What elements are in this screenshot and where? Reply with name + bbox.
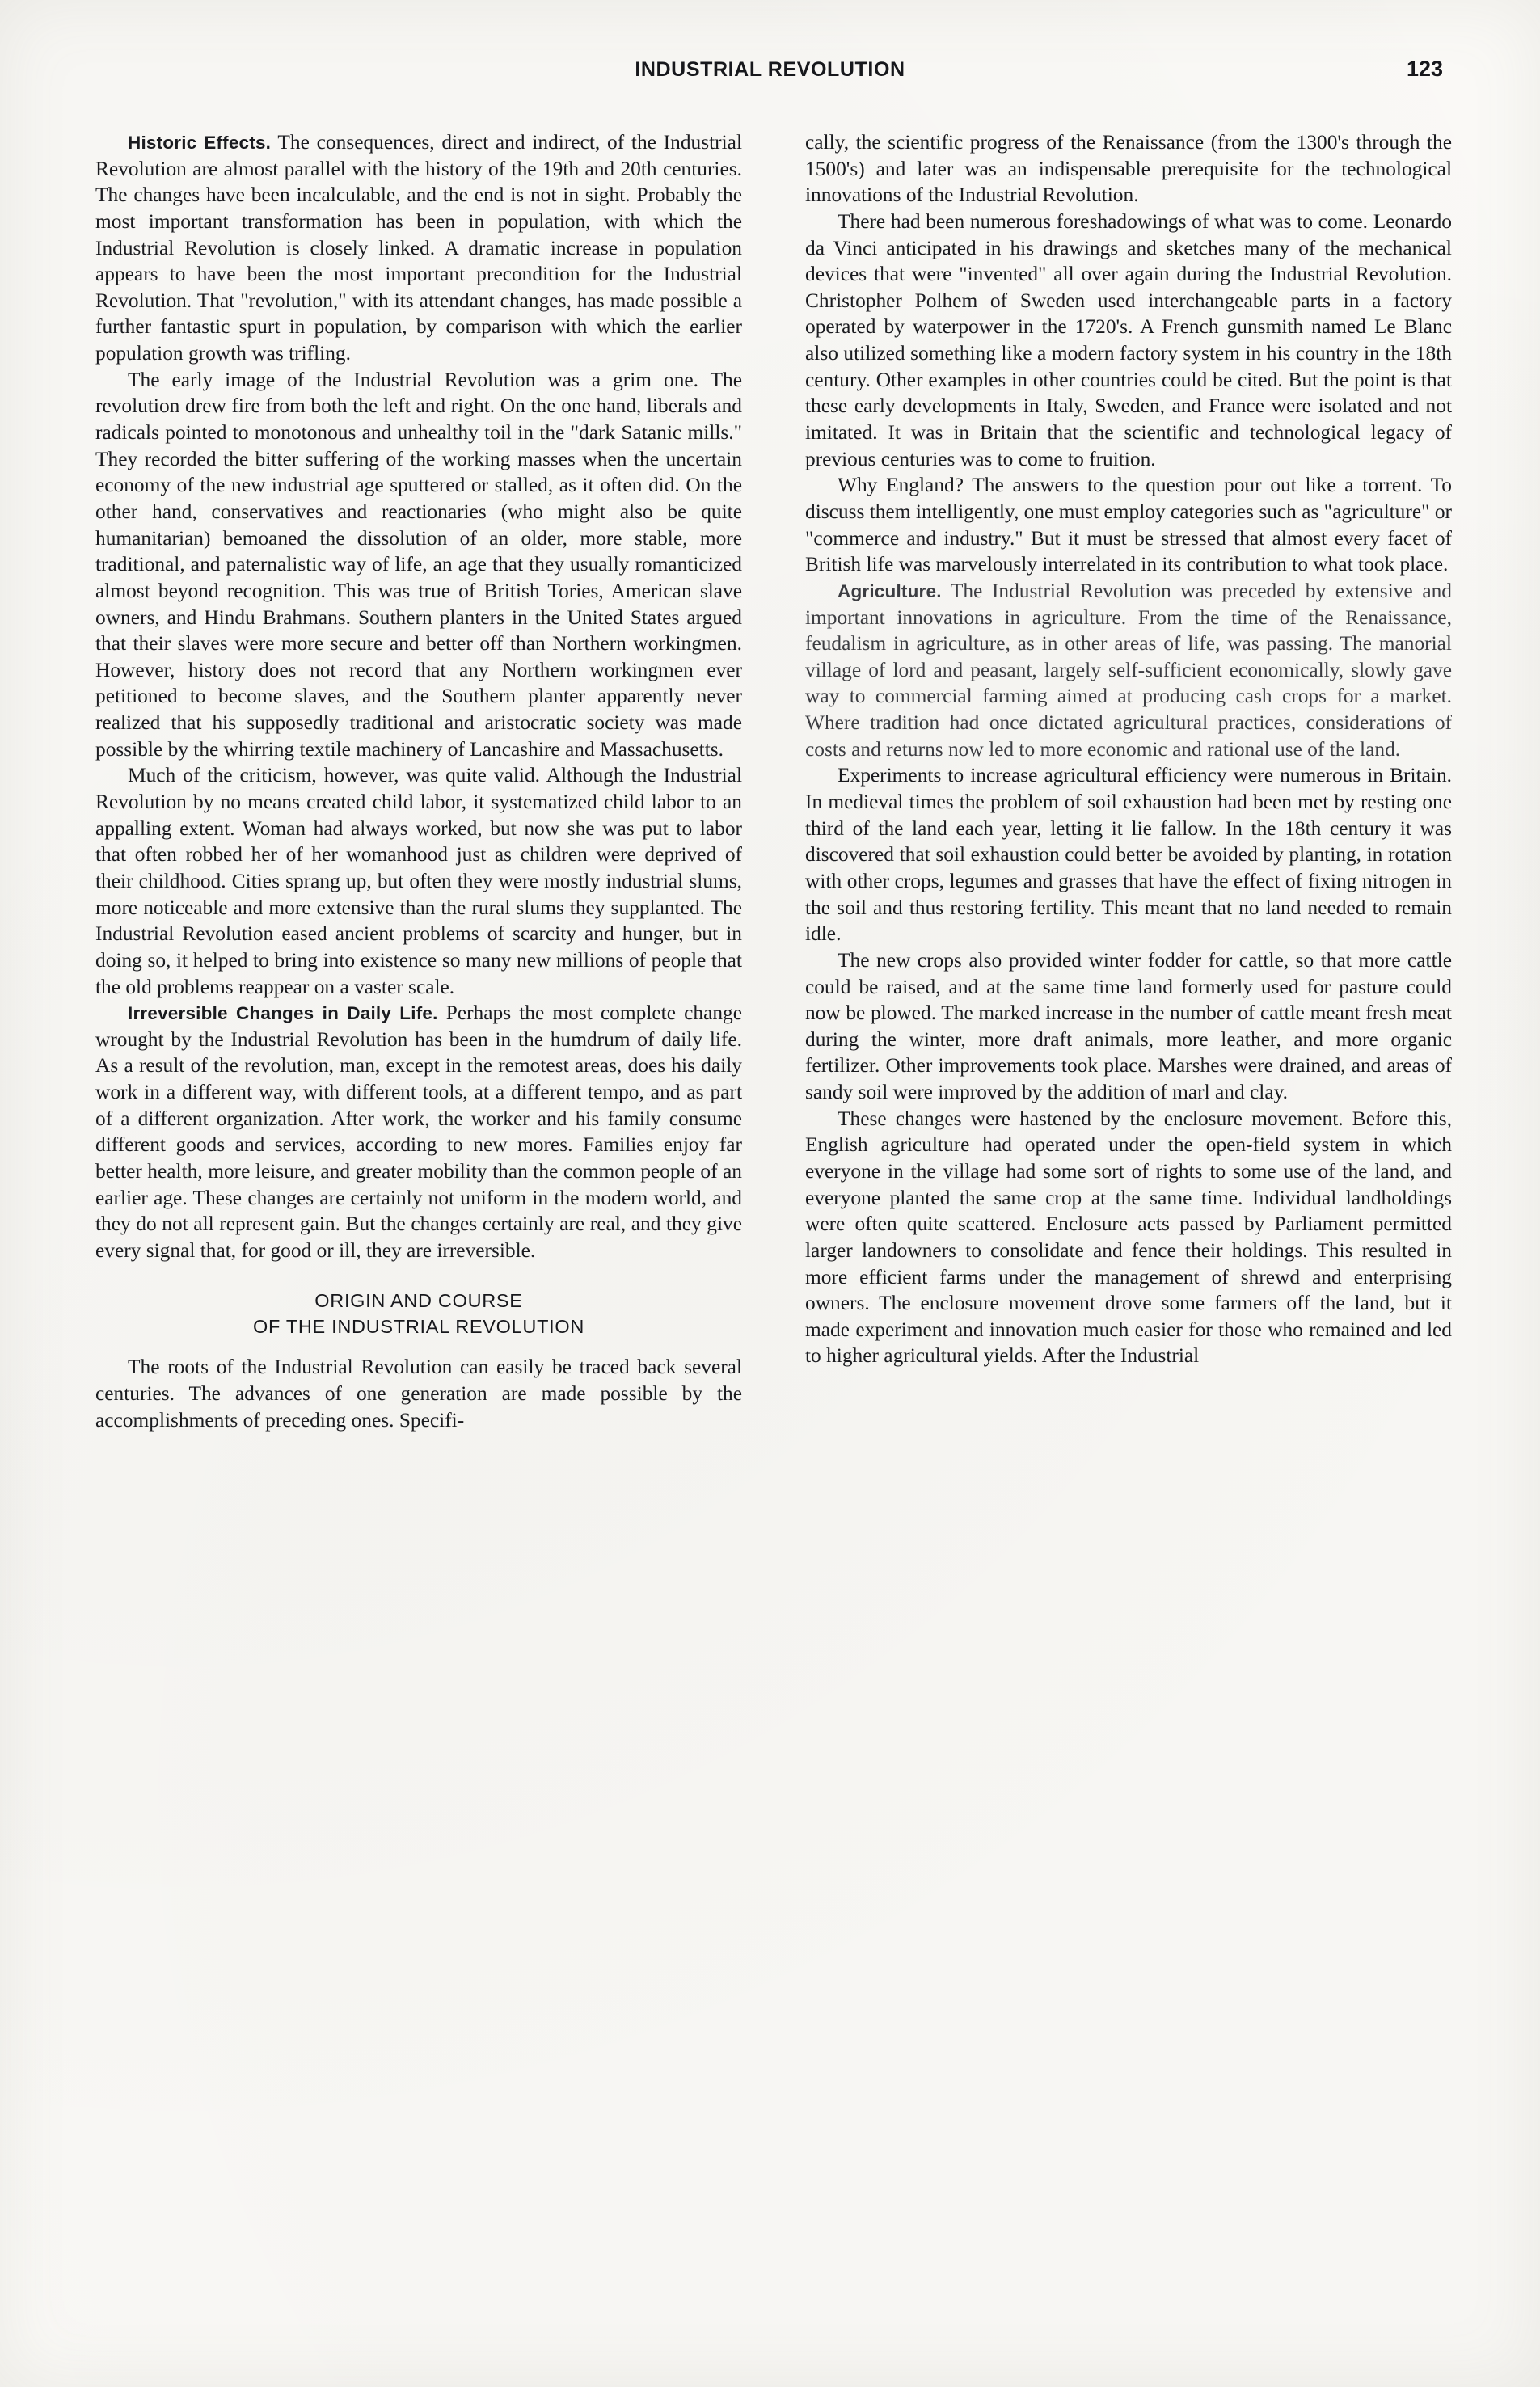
paragraph-text: The consequences, direct and indirect, of the Industrial Revolution are almost parallel with the history of the 19th and 20th centuries. The changes have been incalculable, and the end is not in sight. Probably the most important transformation has been in population, with which the Industrial Revolution is closely linked. A dramatic increase in population appears to have been the most important precondition for the Industrial Revolution. That "revolution," with its attendant changes, has made possible a further fantastic spurt in population, by comparison with which the earlier population growth was trifling. <box>95 131 742 365</box>
runin-heading-historic-effects: Historic Effects. <box>128 133 272 153</box>
right-column <box>805 129 1452 1433</box>
runin-heading-irreversible-changes: Irreversible Changes in Daily Life. <box>128 1003 438 1024</box>
text-body <box>95 129 1454 1433</box>
page-header <box>97 58 1443 91</box>
section-heading-line1: ORIGIN AND COURSE <box>314 1289 523 1311</box>
paragraph-why-england: Why England? The answers to the question pour out like a torrent. To discuss them intelligently, one must employ categories such as "agriculture" or "commerce and industry." But it must be stressed that almost every facet of British life was marvelously interrelated in its contribution to what took place. <box>805 474 1452 576</box>
paragraph-text: Perhaps the most complete change wrought by the Industrial Revolution has been in the humdrum of daily life. As a result of the revolution, man, except in the remotest areas, does his daily work in a different way, with different tools, at a different tempo, and as part of a different organization. After work, the worker and his family consume different goods and services, according to new mores. Families enjoy far better health, more leisure, and greater mobility than the common people of an earlier age. These changes are certainly not uniform in the modern world, and they do not all represent gain. But the changes certainly are real, and they give every signal that, for good or ill, they are irreversible. <box>95 1002 742 1262</box>
paragraph-experiments: Experiments to increase agricultural efficiency were numerous in Britain. In medieval times the problem of soil exhaustion had been met by resting one third of the land each year, letting it lie fallow. In the 18th century it was discovered that soil exhaustion could better be avoided by planting, in rotation with other crops, legumes and grasses that have the effect of fixing nitrogen in the soil and thus restoring fertility. This meant that no land needed to remain idle. <box>805 764 1452 946</box>
paragraph-text: The Industrial Revolution was preceded by extensive and important innovations in agriculture. From the time of the Renaissance, feudalism in agriculture, as in other areas of life, was passing. The manorial village of lord and peasant, largely self-sufficient economically, slowly gave way to commercial farming aimed at producing cash crops for a market. Where tradition had once dictated agricultural practices, considerations of costs and returns now led to more economic and rational use of the land. <box>805 579 1452 761</box>
paragraph-irreversible-changes <box>95 1000 742 1263</box>
paragraph-roots: The roots of the Industrial Revolution can easily be traced back several centuries. The advances of one generation are made possible by the accomplishments of preceding ones. Specifi- <box>95 1356 742 1432</box>
section-heading <box>95 1288 742 1340</box>
page-number: 123 <box>1406 57 1443 81</box>
left-column <box>95 129 742 1433</box>
paragraph-new-crops: The new crops also provided winter fodder for cattle, so that more cattle could be raised, and at the same time land formerly used for pasture could now be plowed. The marked increase in the number of cattle meant fresh meat during the winter, more draft animals, more leather, and more organic fertilizer. Other improvements took place. Marshes were drained, and areas of sandy soil were improved by the addition of marl and clay. <box>805 948 1452 1104</box>
paragraph-foreshadowings: There had been numerous foreshadowings of what was to come. Leonardo da Vinci anticipated in his drawings and sketches many of the mechanical devices that were "invented" all over again during the Industrial Revolution. Christopher Polhem of Sweden used interchangeable parts in a factory operated by waterpower in the 1720's. A French gunsmith named Le Blanc also utilized something like a modern factory system in his country in the 18th century. Other examples in other countries could be cited. But the point is that these early developments in Italy, Sweden, and France were isolated and not imitated. It was in Britain that the scientific and technological legacy of previous centuries was to come to fruition. <box>805 209 1452 470</box>
section-heading-line2: OF THE INDUSTRIAL REVOLUTION <box>252 1315 584 1337</box>
paragraph-agriculture <box>805 578 1452 762</box>
running-head: INDUSTRIAL REVOLUTION <box>635 58 905 81</box>
paragraph-criticism: Much of the criticism, however, was quite valid. Although the Industrial Revolution by no means created child labor, it systematized child labor to an appalling extent. Woman had always worked, but now she was put to labor that often robbed her of her womanhood just as children were deprived of their childhood. Cities sprang up, but often they were mostly industrial slums, more noticeable and more extensive than the rural slums they supplanted. The Industrial Revolution eased ancient problems of scarcity and hunger, but in doing so, it helped to bring into existence so many new millions of people that the old problems reappear on a vaster scale. <box>95 764 742 998</box>
paragraph-renaissance-continued: cally, the scientific progress of the Renaissance (from the 1300's through the 1500's) and later was an indispensable prerequisite for the technological innovations of the Industrial Revolution. <box>805 131 1452 207</box>
paragraph-enclosure: These changes were hastened by the enclosure movement. Before this, English agriculture had operated under the open-field system in which everyone in the village had some sort of rights to some use of the land, and everyone planted the same crop at the same time. Individual landholdings were often quite scattered. Enclosure acts passed by Parliament permitted larger landowners to consolidate and fence their holdings. This resulted in more efficient farms under the management of shrewd and enterprising owners. The enclosure movement drove some farmers off the land, but it made experiment and innovation much easier for those who remained and led to higher agricultural yields. After the Industrial <box>805 1107 1452 1368</box>
paragraph-early-image: The early image of the Industrial Revolution was a grim one. The revolution drew fire from both the left and right. On the one hand, liberals and radicals pointed to monotonous and unhealthy toil in the "dark Satanic mills." They recorded the bitter suffering of the working masses when the uncertain economy of the new industrial age sputtered or stalled, as it often did. On the other hand, conservatives and reactionaries (who might also be quite humanitarian) bemoaned the dissolution of an older, more stable, more traditional, and paternalistic way of life, an age that they usually romanticized almost beyond recognition. This was true of British Tories, American slave owners, and Hindu Brahmans. Southern planters in the United States argued that their slaves were more secure and better off than Northern workingmen. However, history does not record that any Northern workingmen ever petitioned to become slaves, and the Southern planter apparently never realized that his supposedly traditional and aristocratic society was made possible by the whirring textile machinery of Lancashire and Massachusetts. <box>95 368 742 761</box>
runin-heading-agriculture: Agriculture. <box>838 580 942 601</box>
paragraph-historic-effects <box>95 129 742 367</box>
